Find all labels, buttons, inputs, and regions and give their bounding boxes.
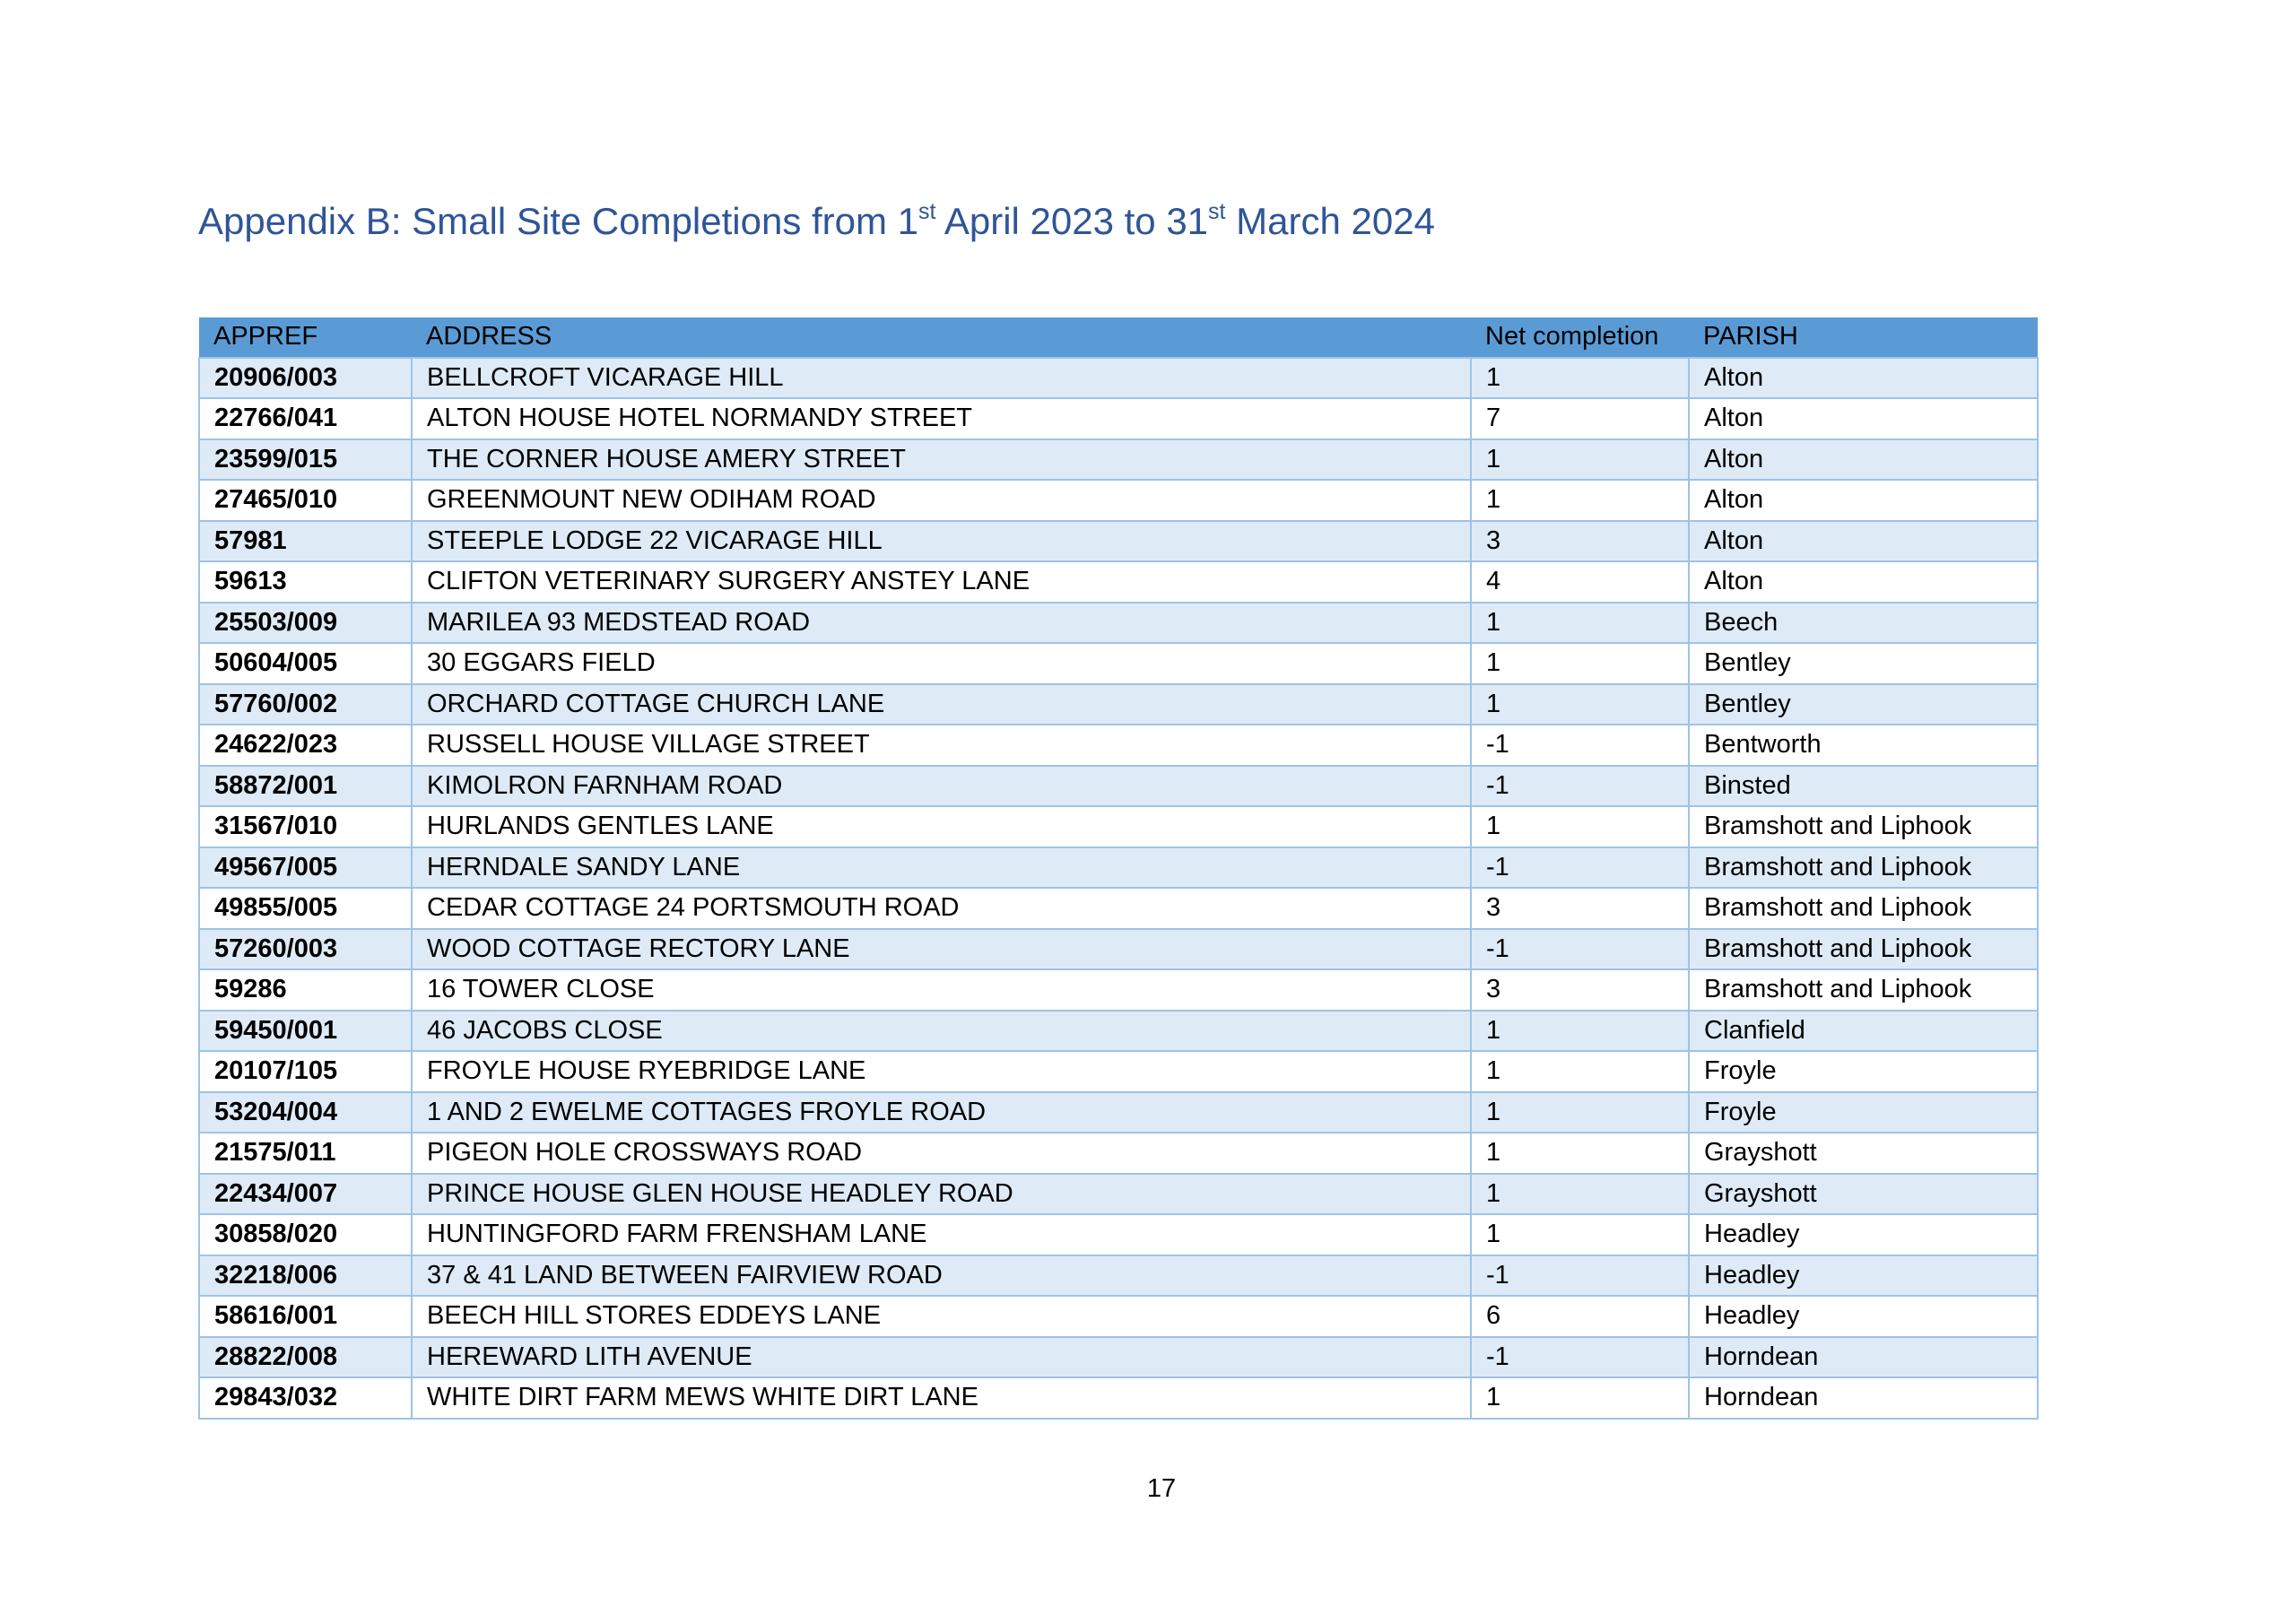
cell-address: BELLCROFT VICARAGE HILL [412,358,1471,399]
header-net-completion: Net completion [1471,317,1689,358]
cell-parish: Alton [1689,398,2038,439]
table-row [199,1051,2038,1092]
cell-address: 46 JACOBS CLOSE [412,1011,1471,1052]
title-part-1: Appendix B: Small Site Completions from 1 [198,200,919,242]
cell-appref: 23599/015 [199,439,412,481]
cell-address: THE CORNER HOUSE AMERY STREET [412,439,1471,481]
cell-appref: 49855/005 [199,888,412,929]
cell-appref: 21575/011 [199,1133,412,1174]
cell-address: PIGEON HOLE CROSSWAYS ROAD [412,1133,1471,1174]
cell-parish: Bramshott and Liphook [1689,969,2038,1011]
cell-net-completion: 3 [1471,888,1689,929]
table-row [199,1377,2038,1419]
cell-address: GREENMOUNT NEW ODIHAM ROAD [412,480,1471,521]
cell-net-completion: 1 [1471,684,1689,725]
cell-net-completion: 7 [1471,398,1689,439]
table-row [199,480,2038,521]
cell-appref: 49567/005 [199,847,412,889]
cell-address: FROYLE HOUSE RYEBRIDGE LANE [412,1051,1471,1092]
header-parish: PARISH [1689,317,2038,358]
cell-appref: 24622/023 [199,725,412,766]
cell-appref: 59613 [199,561,412,603]
cell-address: 1 AND 2 EWELME COTTAGES FROYLE ROAD [412,1092,1471,1133]
cell-net-completion: 1 [1471,1377,1689,1419]
header-address: ADDRESS [412,317,1471,358]
table-row [199,969,2038,1011]
cell-appref: 59450/001 [199,1011,412,1052]
cell-address: STEEPLE LODGE 22 VICARAGE HILL [412,521,1471,562]
header-appref: APPREF [199,317,412,358]
cell-appref: 29843/032 [199,1377,412,1419]
table-row [199,1133,2038,1174]
cell-parish: Alton [1689,480,2038,521]
cell-net-completion: 1 [1471,1051,1689,1092]
cell-parish: Froyle [1689,1051,2038,1092]
table-row [199,1255,2038,1297]
table-row [199,643,2038,684]
cell-address: CEDAR COTTAGE 24 PORTSMOUTH ROAD [412,888,1471,929]
cell-parish: Headley [1689,1214,2038,1255]
cell-appref: 53204/004 [199,1092,412,1133]
header-row [199,317,2038,358]
table-row [199,929,2038,970]
cell-parish: Bentley [1689,684,2038,725]
small-site-completions-table [198,317,2039,1420]
cell-parish: Alton [1689,358,2038,399]
cell-net-completion: 1 [1471,1214,1689,1255]
cell-address: PRINCE HOUSE GLEN HOUSE HEADLEY ROAD [412,1174,1471,1215]
cell-net-completion: 3 [1471,521,1689,562]
cell-appref: 57981 [199,521,412,562]
cell-appref: 32218/006 [199,1255,412,1297]
table-row [199,439,2038,481]
cell-address: ORCHARD COTTAGE CHURCH LANE [412,684,1471,725]
title-superscript-2: st [1208,199,1226,224]
table-row [199,888,2038,929]
table-row [199,398,2038,439]
cell-address: HERNDALE SANDY LANE [412,847,1471,889]
table-row [199,603,2038,644]
cell-appref: 25503/009 [199,603,412,644]
table-row [199,1174,2038,1215]
cell-net-completion: 1 [1471,439,1689,481]
table-row [199,1092,2038,1133]
table-row [199,725,2038,766]
cell-net-completion: -1 [1471,725,1689,766]
cell-net-completion: -1 [1471,766,1689,807]
cell-parish: Headley [1689,1296,2038,1337]
cell-net-completion: 1 [1471,643,1689,684]
cell-parish: Horndean [1689,1377,2038,1419]
table-row [199,561,2038,603]
cell-parish: Bramshott and Liphook [1689,888,2038,929]
cell-address: WOOD COTTAGE RECTORY LANE [412,929,1471,970]
cell-address: HURLANDS GENTLES LANE [412,806,1471,847]
cell-appref: 22766/041 [199,398,412,439]
table-row [199,1337,2038,1378]
table-row [199,806,2038,847]
cell-parish: Headley [1689,1255,2038,1297]
cell-address: HEREWARD LITH AVENUE [412,1337,1471,1378]
table-row [199,1296,2038,1337]
cell-appref: 31567/010 [199,806,412,847]
cell-appref: 22434/007 [199,1174,412,1215]
cell-net-completion: -1 [1471,1337,1689,1378]
page-title [198,199,1435,244]
cell-address: 37 & 41 LAND BETWEEN FAIRVIEW ROAD [412,1255,1471,1297]
cell-appref: 57260/003 [199,929,412,970]
title-part-2: April 2023 to 31 [935,200,1209,242]
cell-parish: Binsted [1689,766,2038,807]
cell-parish: Horndean [1689,1337,2038,1378]
cell-net-completion: -1 [1471,1255,1689,1297]
cell-address: BEECH HILL STORES EDDEYS LANE [412,1296,1471,1337]
cell-parish: Alton [1689,561,2038,603]
cell-parish: Bramshott and Liphook [1689,847,2038,889]
cell-appref: 57760/002 [199,684,412,725]
title-superscript-1: st [918,199,936,224]
cell-address: WHITE DIRT FARM MEWS WHITE DIRT LANE [412,1377,1471,1419]
cell-net-completion: 1 [1471,1133,1689,1174]
cell-address: RUSSELL HOUSE VILLAGE STREET [412,725,1471,766]
cell-net-completion: 1 [1471,1011,1689,1052]
cell-net-completion: 6 [1471,1296,1689,1337]
cell-appref: 59286 [199,969,412,1011]
cell-appref: 20107/105 [199,1051,412,1092]
cell-net-completion: 1 [1471,1174,1689,1215]
table-row [199,1214,2038,1255]
title-part-3: March 2024 [1225,200,1435,242]
cell-address: CLIFTON VETERINARY SURGERY ANSTEY LANE [412,561,1471,603]
cell-parish: Bentley [1689,643,2038,684]
cell-parish: Bramshott and Liphook [1689,806,2038,847]
cell-parish: Bentworth [1689,725,2038,766]
cell-net-completion: -1 [1471,929,1689,970]
cell-parish: Grayshott [1689,1174,2038,1215]
cell-address: MARILEA 93 MEDSTEAD ROAD [412,603,1471,644]
cell-parish: Beech [1689,603,2038,644]
cell-address: 16 TOWER CLOSE [412,969,1471,1011]
cell-net-completion: 4 [1471,561,1689,603]
cell-address: HUNTINGFORD FARM FRENSHAM LANE [412,1214,1471,1255]
cell-net-completion: -1 [1471,847,1689,889]
cell-net-completion: 3 [1471,969,1689,1011]
cell-net-completion: 1 [1471,806,1689,847]
cell-parish: Alton [1689,439,2038,481]
cell-parish: Alton [1689,521,2038,562]
cell-appref: 28822/008 [199,1337,412,1378]
table-row [199,358,2038,399]
cell-net-completion: 1 [1471,480,1689,521]
cell-appref: 50604/005 [199,643,412,684]
cell-net-completion: 1 [1471,1092,1689,1133]
cell-appref: 27465/010 [199,480,412,521]
cell-net-completion: 1 [1471,358,1689,399]
page-number: 17 [1146,1474,1177,1503]
cell-parish: Froyle [1689,1092,2038,1133]
table-body [199,358,2038,1419]
cell-parish: Grayshott [1689,1133,2038,1174]
cell-parish: Bramshott and Liphook [1689,929,2038,970]
table-row [199,847,2038,889]
cell-parish: Clanfield [1689,1011,2038,1052]
table-row [199,766,2038,807]
cell-appref: 20906/003 [199,358,412,399]
cell-appref: 58872/001 [199,766,412,807]
cell-address: 30 EGGARS FIELD [412,643,1471,684]
cell-appref: 30858/020 [199,1214,412,1255]
cell-net-completion: 1 [1471,603,1689,644]
table-row [199,684,2038,725]
table-row [199,1011,2038,1052]
table-row [199,521,2038,562]
cell-address: ALTON HOUSE HOTEL NORMANDY STREET [412,398,1471,439]
cell-address: KIMOLRON FARNHAM ROAD [412,766,1471,807]
table-header [199,317,2038,358]
cell-appref: 58616/001 [199,1296,412,1337]
